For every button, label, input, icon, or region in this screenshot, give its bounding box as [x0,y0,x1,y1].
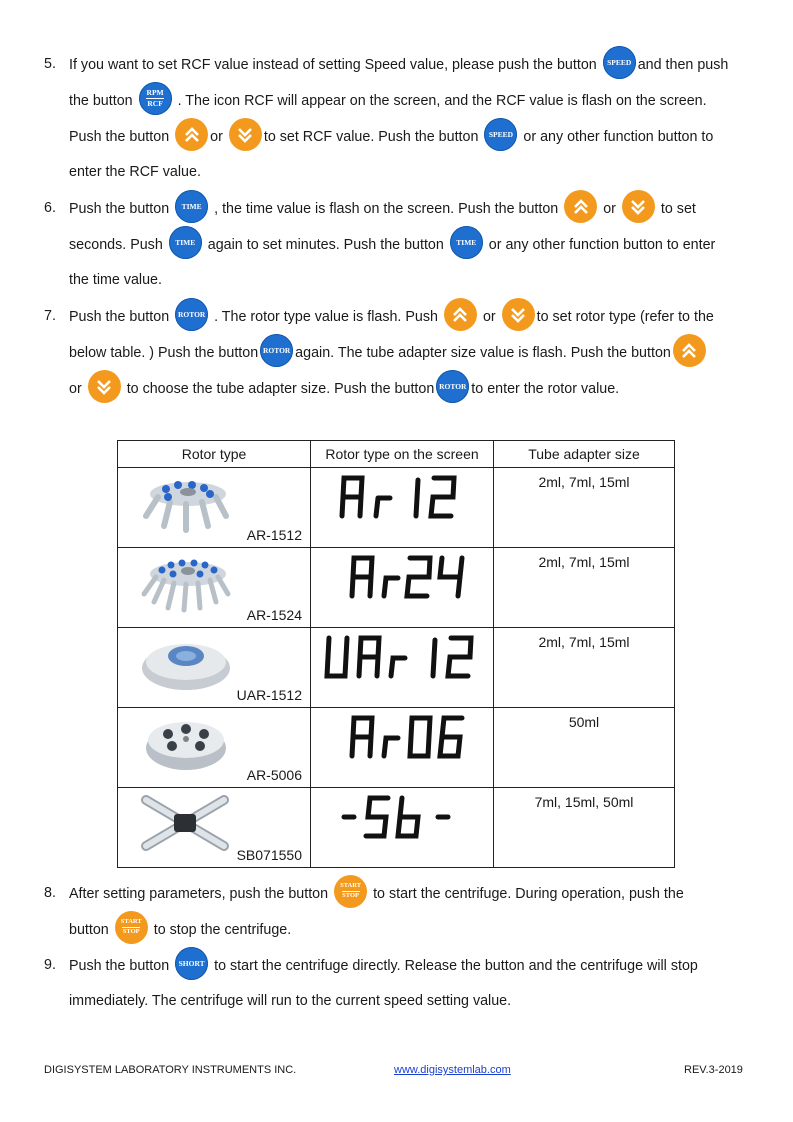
text: to start the centrifuge directly. Release the button and the centrifuge will stop [214,957,698,974]
text: If you want to set RCF value instead of setting Speed value, please push the button [69,56,597,73]
text: . The icon RCF will appear on the screen, and the RCF value is flash on the screen. [177,92,707,109]
rotor-sb071550-image [138,792,233,854]
lcd-display [311,472,493,523]
tube-size-cell: 2ml, 7ml, 15ml [494,548,675,628]
start-stop-button-icon [334,875,367,908]
text: to set rotor type (refer to the [536,308,714,325]
text: Push the button [69,308,170,325]
rotor-button-icon: ROTOR [260,334,293,367]
text: Push the button [69,128,170,145]
text: enter the RCF value. [69,164,201,180]
table-row [118,468,675,548]
text: and then push [637,56,729,73]
table-header: Rotor type [118,441,311,468]
start-stop-button-icon [115,911,148,944]
text: again. The tube adapter size value is flash. Push the button [295,344,671,361]
step-number: 7. [44,308,56,324]
lcd-display [311,632,493,683]
text: the time value. [69,272,162,288]
rotor-ar5006-image [138,712,233,774]
lcd-display [311,552,493,603]
text: or [603,200,616,217]
step-number: 8. [44,885,56,901]
text: below table. ) Push the button [69,344,259,361]
rotor-cell [118,628,311,708]
text: Push the button [69,200,170,217]
table-header: Rotor type on the screen [311,441,494,468]
step-number: 6. [44,200,56,216]
up-arrow-icon [175,118,208,151]
text: to set RCF value. Push the button [263,128,479,145]
rotor-button-icon: ROTOR [436,370,469,403]
lcd-sb [332,792,472,840]
text: seconds. Push [69,236,163,253]
table-header: Tube adapter size [494,441,675,468]
rpm-rcf-button-icon [139,82,172,115]
rotor-name: AR-1524 [246,607,302,623]
text: , the time value is flash on the screen. Push the button [214,200,559,217]
rpm-label: RPM [146,88,164,98]
text: button [69,921,109,938]
speed-button-icon: SPEED [484,118,517,151]
text: or [69,380,82,397]
step-number: 5. [44,56,56,72]
time-button-icon: TIME [450,226,483,259]
lcd-cell [311,468,494,548]
up-arrow-icon [564,190,597,223]
lcd-cell [311,788,494,868]
short-button-icon: SHORT [175,947,208,980]
lcd-cell [311,628,494,708]
lcd-display [311,712,493,763]
lcd-ar06 [332,712,472,760]
tube-size-cell: 2ml, 7ml, 15ml [494,468,675,548]
footer-revision: REV.3-2019 [684,1064,743,1076]
time-button-icon: TIME [175,190,208,223]
tube-size-cell: 2ml, 7ml, 15ml [494,628,675,708]
rotor-cell [118,468,311,548]
lcd-ar-12 [332,472,472,520]
text: or any other function button to [523,128,714,145]
text: to set [660,200,696,217]
stop-label: STOP [342,892,359,899]
step-number: 9. [44,957,56,973]
down-arrow-icon [622,190,655,223]
footer-url-link[interactable]: www.digisystemlab.com [394,1064,511,1076]
rotor-cell [118,788,311,868]
text: . The rotor type value is flash. Push [214,308,438,325]
text: or any other function button to enter [488,236,716,253]
text: the button [69,92,133,109]
rotor-uar1512-image [138,632,233,694]
stop-label: STOP [122,928,140,935]
speed-button-icon: SPEED [603,46,636,79]
text: or [482,308,496,325]
text: to choose the tube adapter size. Push the button [126,380,435,397]
lcd-ar24 [332,552,472,600]
rotor-name: AR-1512 [246,527,302,543]
lcd-cell [311,708,494,788]
rotor-table [117,440,675,868]
lcd-cell [311,548,494,628]
down-arrow-icon [229,118,262,151]
table-row [118,628,675,708]
rotor-cell [118,708,311,788]
rotor-button-icon: ROTOR [175,298,208,331]
lcd-uar-12 [317,632,487,680]
start-label: START [120,918,142,926]
table-row [118,548,675,628]
down-arrow-icon [88,370,121,403]
footer-company: DIGISYSTEM LABORATORY INSTRUMENTS INC. [44,1064,297,1076]
rotor-name: AR-5006 [246,767,302,783]
text: immediately. The centrifuge will run to the current speed setting value. [69,993,512,1009]
rotor-ar1512-image [138,472,233,534]
rotor-ar1524-image [138,552,233,614]
text: or [210,128,223,145]
tube-size-cell: 7ml, 15ml, 50ml [494,788,675,868]
text: to stop the centrifuge. [153,921,292,938]
rotor-name: UAR-1512 [236,687,302,703]
down-arrow-icon [502,298,535,331]
up-arrow-icon [444,298,477,331]
rcf-label: RCF [147,99,163,108]
tube-size-cell: 50ml [494,708,675,788]
rotor-name: SB071550 [236,847,302,863]
text: to start the centrifuge. During operation, push the [373,885,684,902]
time-button-icon: TIME [169,226,202,259]
lcd-display [311,792,493,843]
table-header-row [118,441,675,468]
rotor-cell [118,548,311,628]
up-arrow-icon [673,334,706,367]
start-label: START [340,882,362,890]
text: again to set minutes. Push the button [207,236,444,253]
text: to enter the rotor value. [471,380,620,397]
table-row [118,708,675,788]
text: After setting parameters, push the button [69,885,329,902]
table-row [118,788,675,868]
text: Push the button [69,957,170,974]
